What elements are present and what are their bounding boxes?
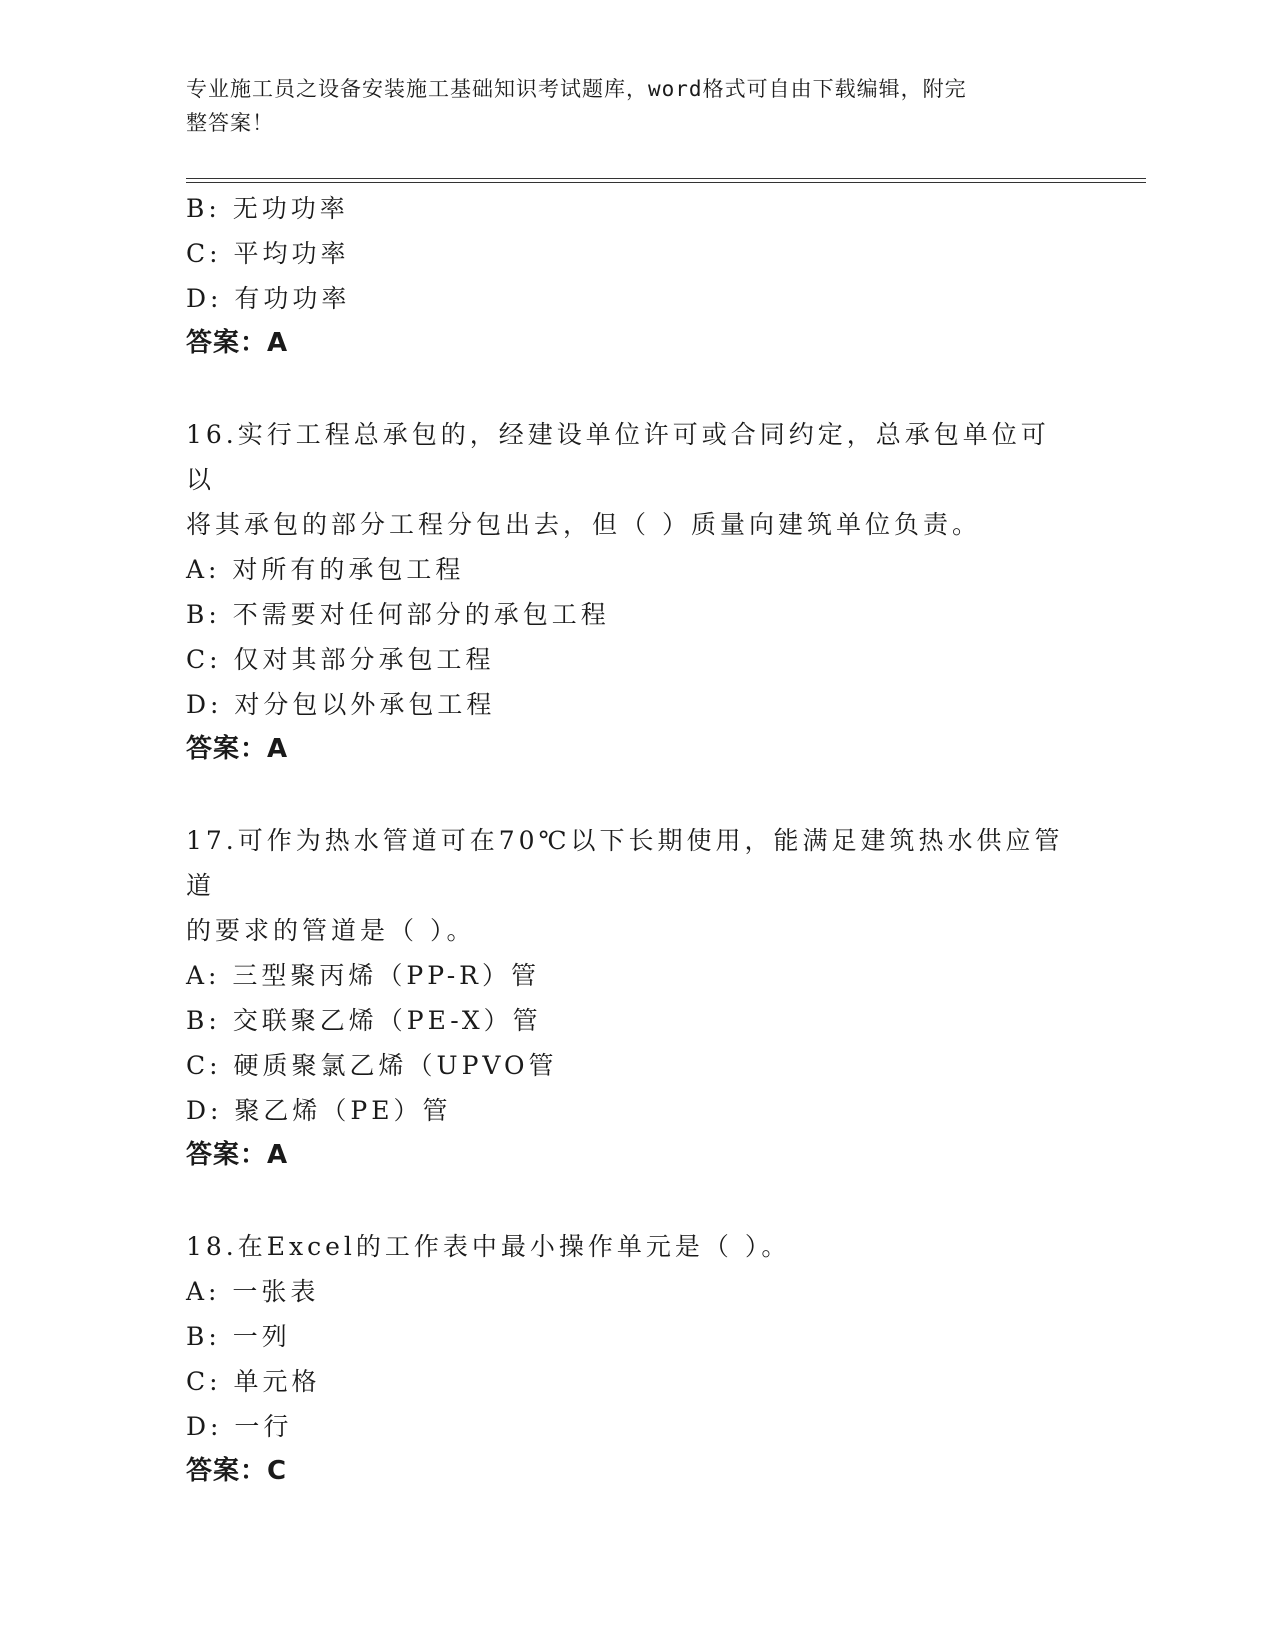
question-16 bbox=[186, 412, 1086, 772]
option-a: A: 一张表 bbox=[186, 1277, 320, 1306]
header-divider-top bbox=[186, 178, 1146, 179]
question-text-line: 16.实行工程总承包的，经建设单位许可或合同约定，总承包单位可以 bbox=[186, 420, 1050, 494]
question-18 bbox=[186, 1224, 1086, 1494]
answer-text: 答案：A bbox=[186, 1140, 289, 1170]
question-text-line: 将其承包的部分工程分包出去，但（ ）质量向建筑单位负责。 bbox=[186, 510, 981, 539]
option-c: C: 硬质聚氯乙烯（UPVO管 bbox=[186, 1051, 558, 1080]
spacer bbox=[186, 1178, 1086, 1224]
option-b: B: 不需要对任何部分的承包工程 bbox=[186, 600, 610, 629]
option-c: C: 仅对其部分承包工程 bbox=[186, 645, 495, 674]
option-a: A: 三型聚丙烯（PP-R）管 bbox=[186, 961, 540, 990]
partial-question bbox=[186, 186, 1086, 366]
option-b: B: 无功功率 bbox=[186, 194, 349, 223]
header-divider-bottom bbox=[186, 182, 1146, 183]
option-b: B: 交联聚乙烯（PE-X）管 bbox=[186, 1006, 542, 1035]
question-17 bbox=[186, 818, 1086, 1178]
option-d: D: 有功功率 bbox=[186, 284, 351, 313]
question-text-line: 17.可作为热水管道可在70℃以下长期使用，能满足建筑热水供应管道 bbox=[186, 826, 1064, 900]
option-b: B: 一列 bbox=[186, 1322, 291, 1351]
question-text-line: 的要求的管道是（ ）。 bbox=[186, 916, 476, 945]
answer-text: 答案：A bbox=[186, 734, 289, 764]
answer-text: 答案：C bbox=[186, 1456, 288, 1486]
option-c: C: 平均功率 bbox=[186, 239, 350, 268]
spacer bbox=[186, 772, 1086, 818]
option-a: A: 对所有的承包工程 bbox=[186, 555, 465, 584]
question-content bbox=[186, 186, 1086, 1494]
document-header bbox=[186, 72, 1066, 140]
option-d: D: 一行 bbox=[186, 1412, 293, 1441]
spacer bbox=[186, 366, 1086, 412]
question-text-line: 18.在Excel的工作表中最小操作单元是（ ）。 bbox=[186, 1232, 791, 1261]
option-d: D: 对分包以外承包工程 bbox=[186, 690, 496, 719]
option-c: C: 单元格 bbox=[186, 1367, 321, 1396]
header-line-1: 专业施工员之设备安装施工基础知识考试题库，word格式可自由下载编辑，附完 bbox=[186, 77, 967, 101]
answer-text: 答案：A bbox=[186, 328, 289, 358]
header-line-2: 整答案！ bbox=[186, 111, 274, 135]
option-d: D: 聚乙烯（PE）管 bbox=[186, 1096, 452, 1125]
